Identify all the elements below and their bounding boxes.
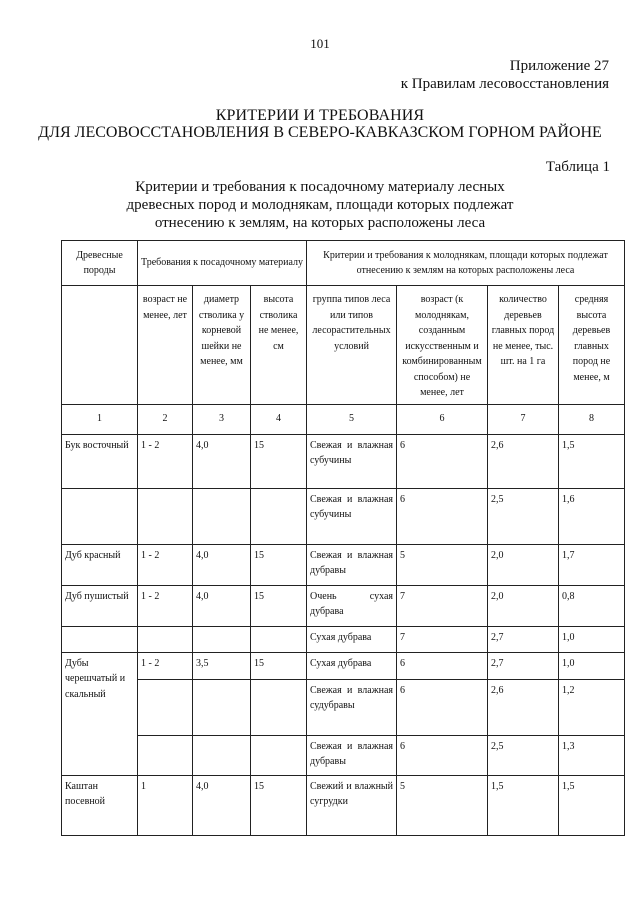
- cell-age: [138, 488, 193, 544]
- cell-forest-type: Свежая и влажная субучины: [307, 434, 397, 488]
- cell-tree-count: 2,5: [488, 488, 559, 544]
- cell-height: 15: [251, 652, 307, 679]
- column-number: 5: [307, 404, 397, 434]
- column-number: 4: [251, 404, 307, 434]
- cell-species: Дуб красный: [62, 544, 138, 585]
- document-title-line-1: КРИТЕРИИ И ТРЕБОВАНИЯ: [215, 107, 425, 124]
- cell-species: Дуб пушистый: [62, 585, 138, 626]
- cell-tree-count: 1,5: [488, 775, 559, 835]
- cell-diameter: 4,0: [193, 775, 251, 835]
- header-young-age: возраст (к молоднякам, созданным искусственным и комбинированным способом) не менее, лет: [397, 286, 488, 405]
- cell-mean-height: 1,7: [559, 544, 625, 585]
- appendix-reference: к Правилам лесовосстановления: [400, 76, 609, 92]
- cell-tree-count: 2,0: [488, 585, 559, 626]
- cell-diameter: [193, 735, 251, 775]
- cell-diameter: 3,5: [193, 652, 251, 679]
- table-row: [62, 679, 625, 735]
- cell-forest-type: Свежий и влажный сугрудки: [307, 775, 397, 835]
- cell-young-age: 6: [397, 434, 488, 488]
- table-row: [62, 434, 625, 488]
- cell-mean-height: 1,5: [559, 434, 625, 488]
- column-number: 8: [559, 404, 625, 434]
- cell-species: [62, 626, 138, 652]
- cell-forest-type: Свежая и влажная дубравы: [307, 735, 397, 775]
- cell-forest-type: Сухая дубрава: [307, 652, 397, 679]
- criteria-table: [61, 240, 625, 836]
- cell-mean-height: 1,2: [559, 679, 625, 735]
- cell-height: 15: [251, 434, 307, 488]
- cell-mean-height: 1,3: [559, 735, 625, 775]
- cell-diameter: [193, 488, 251, 544]
- cell-tree-count: 2,7: [488, 626, 559, 652]
- table-row: [62, 544, 625, 585]
- cell-young-age: 5: [397, 544, 488, 585]
- cell-young-age: 6: [397, 652, 488, 679]
- cell-forest-type: Свежая и влажная дубравы: [307, 544, 397, 585]
- table-caption-line-1: Критерии и требования к посадочному материалу лесных: [135, 179, 505, 195]
- cell-diameter: [193, 679, 251, 735]
- table-caption-line-2: древесных пород и молоднякам, площади которых подлежат: [126, 197, 514, 213]
- cell-age: 1: [138, 775, 193, 835]
- cell-height: [251, 626, 307, 652]
- table-row: [62, 652, 625, 679]
- cell-age: 1 - 2: [138, 434, 193, 488]
- cell-diameter: 4,0: [193, 544, 251, 585]
- cell-species: Бук восточный: [62, 434, 138, 488]
- cell-tree-count: 2,6: [488, 679, 559, 735]
- cell-forest-type: Свежая и влажная субучины: [307, 488, 397, 544]
- cell-height: [251, 488, 307, 544]
- cell-age: [138, 679, 193, 735]
- cell-forest-type: Очень сухая дубрава: [307, 585, 397, 626]
- cell-forest-type: Свежая и влажная судубравы: [307, 679, 397, 735]
- appendix-number: Приложение 27: [509, 58, 609, 74]
- table-row: [62, 488, 625, 544]
- header-forest-type-group: группа типов леса или типов лесорастительных условий: [307, 286, 397, 405]
- cell-tree-count: 2,0: [488, 544, 559, 585]
- header-species-continued: [62, 286, 138, 405]
- cell-age: 1 - 2: [138, 544, 193, 585]
- cell-young-age: 6: [397, 488, 488, 544]
- cell-young-age: 7: [397, 585, 488, 626]
- column-number: 7: [488, 404, 559, 434]
- header-young-stands: Критерии и требования к молоднякам, площади которых подлежат отнесению к землям на которых расположены леса: [307, 241, 625, 286]
- column-number: 2: [138, 404, 193, 434]
- cell-tree-count: 2,7: [488, 652, 559, 679]
- cell-height: [251, 679, 307, 735]
- cell-mean-height: 1,0: [559, 652, 625, 679]
- cell-young-age: 6: [397, 735, 488, 775]
- cell-young-age: 6: [397, 679, 488, 735]
- cell-mean-height: 0,8: [559, 585, 625, 626]
- header-planting-material: Требования к посадочному материалу: [138, 241, 307, 286]
- cell-species: [62, 488, 138, 544]
- header-species: Древесные породы: [62, 241, 138, 286]
- cell-diameter: 4,0: [193, 434, 251, 488]
- column-number: 1: [62, 404, 138, 434]
- column-number: 6: [397, 404, 488, 434]
- header-min-diameter: диаметр стволика у корневой шейки не менее, мм: [193, 286, 251, 405]
- cell-mean-height: 1,5: [559, 775, 625, 835]
- table-row: [62, 775, 625, 835]
- cell-tree-count: 2,6: [488, 434, 559, 488]
- cell-age: 1 - 2: [138, 585, 193, 626]
- cell-age: 1 - 2: [138, 652, 193, 679]
- cell-young-age: 7: [397, 626, 488, 652]
- cell-height: [251, 735, 307, 775]
- cell-species: Каштан посевной: [62, 775, 138, 835]
- header-tree-count: количество деревьев главных пород не менее, тыс. шт. на 1 га: [488, 286, 559, 405]
- table-number: Таблица 1: [545, 159, 610, 175]
- header-min-age: возраст не менее, лет: [138, 286, 193, 405]
- cell-height: 15: [251, 585, 307, 626]
- cell-age: [138, 735, 193, 775]
- cell-height: 15: [251, 544, 307, 585]
- header-mean-height: средняя высота деревьев главных пород не менее, м: [559, 286, 625, 405]
- cell-mean-height: 1,6: [559, 488, 625, 544]
- cell-species: Дубы черешчатый и скальный: [62, 652, 138, 775]
- cell-age: [138, 626, 193, 652]
- cell-height: 15: [251, 775, 307, 835]
- page-number: 101: [310, 36, 330, 51]
- table-row: [62, 626, 625, 652]
- header-min-height: высота стволика не менее, см: [251, 286, 307, 405]
- cell-forest-type: Сухая дубрава: [307, 626, 397, 652]
- table-row: [62, 585, 625, 626]
- column-number: 3: [193, 404, 251, 434]
- table-caption-line-3: отнесению к землям, на которых расположены леса: [154, 215, 486, 231]
- cell-diameter: [193, 626, 251, 652]
- table-row: [62, 735, 625, 775]
- cell-mean-height: 1,0: [559, 626, 625, 652]
- document-title-line-2: ДЛЯ ЛЕСОВОССТАНОВЛЕНИЯ В СЕВЕРО-КАВКАЗСКОМ ГОРНОМ РАЙОНЕ: [38, 124, 602, 141]
- cell-young-age: 5: [397, 775, 488, 835]
- cell-diameter: 4,0: [193, 585, 251, 626]
- cell-tree-count: 2,5: [488, 735, 559, 775]
